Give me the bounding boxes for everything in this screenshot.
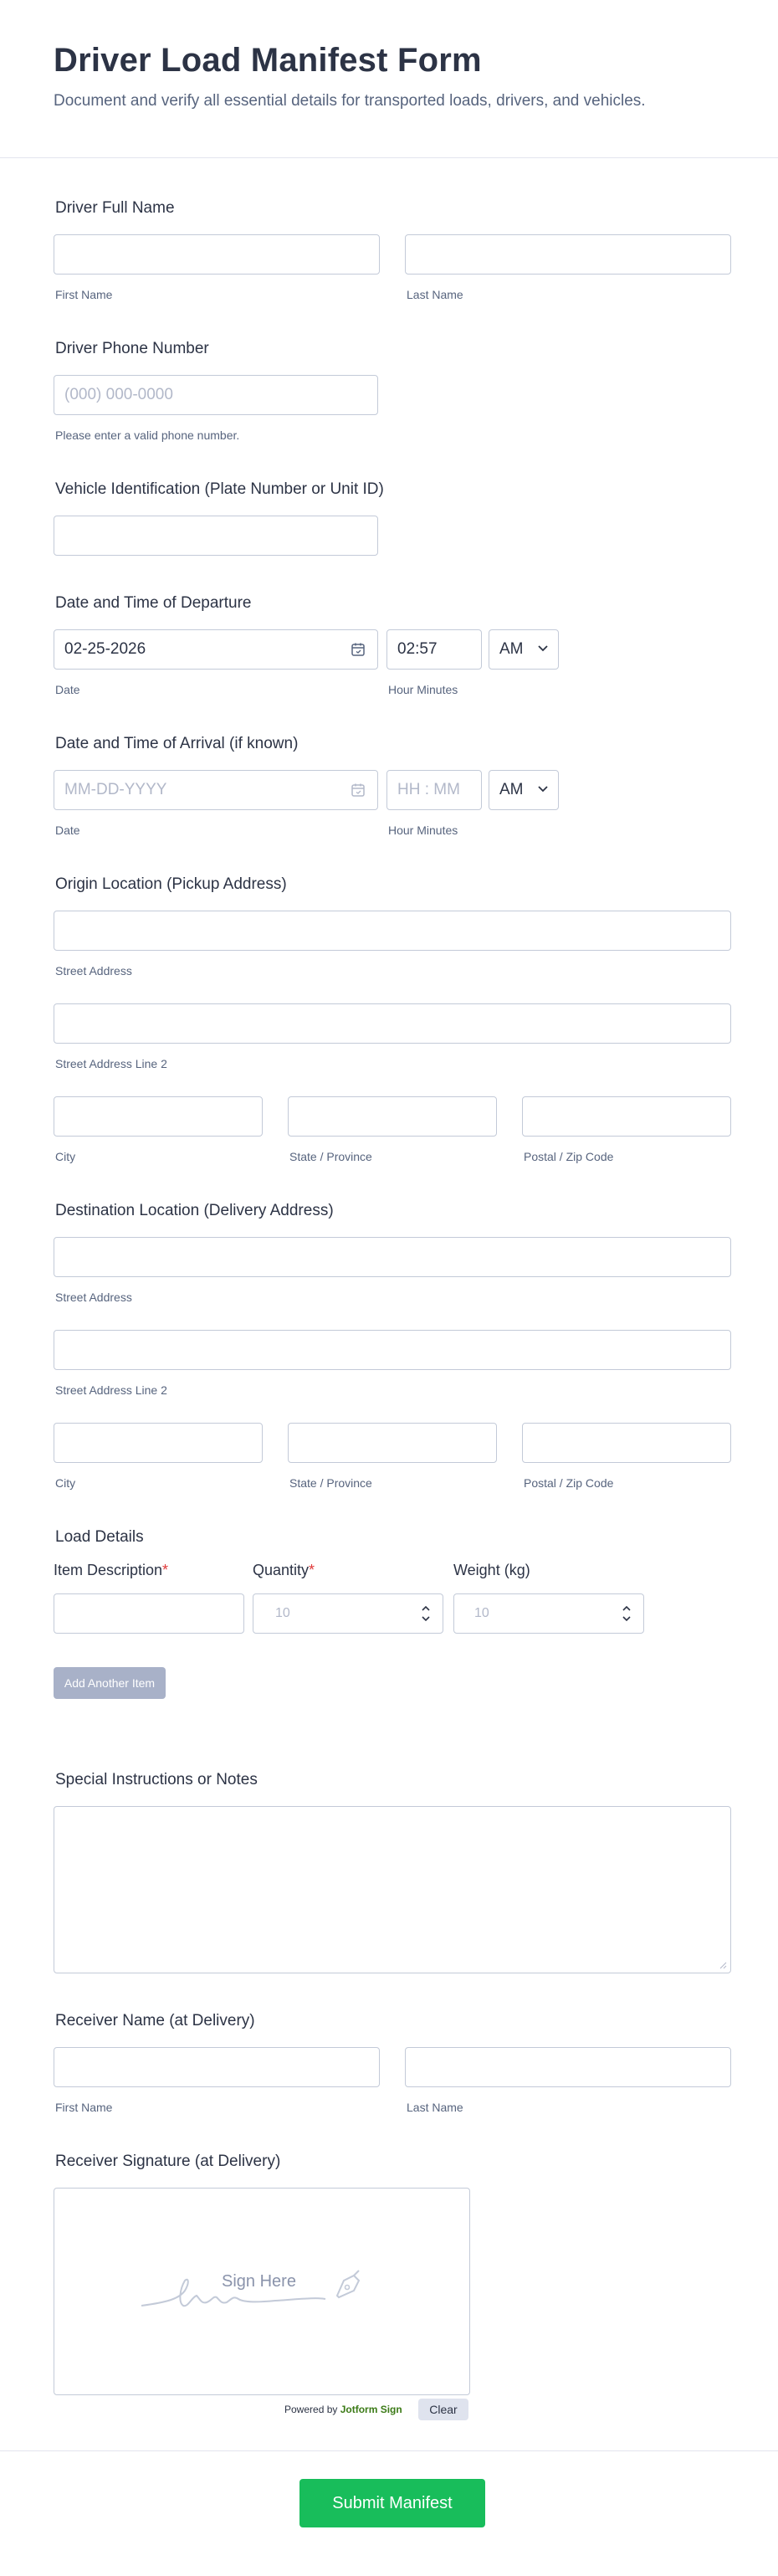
departure-date-sublabel: Date	[55, 683, 80, 696]
origin-street-sublabel: Street Address	[55, 964, 132, 978]
origin-label: Origin Location (Pickup Address)	[55, 875, 287, 893]
jotform-sign-brand: Jotform Sign	[340, 2404, 402, 2415]
destination-zip-sublabel: Postal / Zip Code	[524, 1476, 614, 1490]
departure-date-value: 02-25-2026	[64, 640, 146, 658]
receiver-last-name-sublabel: Last Name	[407, 2101, 463, 2114]
calendar-icon[interactable]	[351, 642, 366, 657]
departure-ampm-value: AM	[499, 640, 524, 658]
signature-scribble-icon	[141, 2266, 392, 2312]
driver-last-name-sublabel: Last Name	[407, 288, 463, 301]
destination-street2-sublabel: Street Address Line 2	[55, 1383, 167, 1397]
load-qty-placeholder: 10	[275, 1606, 290, 1620]
powered-by-note	[284, 2404, 402, 2415]
driver-phone-input[interactable]	[54, 375, 378, 415]
driver-name-label: Driver Full Name	[55, 199, 175, 217]
required-marker: *	[309, 1562, 315, 1578]
departure-label: Date and Time of Departure	[55, 594, 252, 612]
origin-street2-sublabel: Street Address Line 2	[55, 1057, 167, 1070]
arrival-time-sublabel: Hour Minutes	[388, 824, 458, 837]
driver-phone-placeholder: (000) 000-0000	[64, 386, 173, 403]
destination-city-input[interactable]	[54, 1423, 263, 1463]
destination-state-sublabel: State / Province	[289, 1476, 372, 1490]
receiver-first-name-input[interactable]	[54, 2047, 380, 2087]
destination-state-input[interactable]	[288, 1423, 497, 1463]
load-item-header-text: Item Description	[54, 1562, 163, 1578]
page-title: Driver Load Manifest Form	[54, 42, 482, 79]
destination-zip-input[interactable]	[522, 1423, 731, 1463]
chevron-down-icon	[538, 645, 548, 652]
stepper-arrows-icon[interactable]	[421, 1603, 431, 1624]
notes-label: Special Instructions or Notes	[55, 1771, 258, 1788]
receiver-last-name-input[interactable]	[405, 2047, 731, 2087]
powered-by-text: Powered by	[284, 2404, 338, 2415]
departure-time-input[interactable]	[386, 629, 482, 670]
arrival-ampm-select[interactable]	[489, 770, 559, 810]
arrival-time-placeholder: HH : MM	[397, 781, 460, 798]
notes-textarea[interactable]	[54, 1806, 731, 1973]
vehicle-label: Vehicle Identification (Plate Number or Unit ID)	[55, 480, 384, 498]
load-qty-input[interactable]	[253, 1593, 443, 1634]
arrival-date-sublabel: Date	[55, 824, 80, 837]
page-subtitle: Document and verify all essential details for transported loads, drivers, and vehicles.	[54, 92, 646, 110]
form-header	[0, 0, 778, 158]
origin-city-sublabel: City	[55, 1150, 76, 1163]
add-another-item-button[interactable]: Add Another Item	[54, 1667, 166, 1699]
driver-first-name-input[interactable]	[54, 234, 380, 275]
driver-phone-hint: Please enter a valid phone number.	[55, 428, 240, 442]
departure-ampm-select[interactable]	[489, 629, 559, 670]
destination-street2-input[interactable]	[54, 1330, 731, 1370]
departure-date-input[interactable]	[54, 629, 378, 670]
arrival-date-placeholder: MM-DD-YYYY	[64, 781, 167, 798]
origin-state-sublabel: State / Province	[289, 1150, 372, 1163]
arrival-time-input[interactable]	[386, 770, 482, 810]
vehicle-input[interactable]	[54, 516, 378, 556]
load-item-header	[54, 1562, 168, 1579]
origin-state-input[interactable]	[288, 1096, 497, 1137]
departure-time-value: 02:57	[397, 640, 438, 658]
load-qty-header	[253, 1562, 315, 1579]
destination-street-input[interactable]	[54, 1237, 731, 1277]
arrival-date-input[interactable]	[54, 770, 378, 810]
pen-nib-icon	[337, 2271, 359, 2297]
origin-street-input[interactable]	[54, 911, 731, 951]
stepper-arrows-icon[interactable]	[622, 1603, 632, 1624]
receiver-first-name-sublabel: First Name	[55, 2101, 113, 2114]
load-item-input[interactable]	[54, 1593, 244, 1634]
load-weight-header: Weight (kg)	[453, 1562, 530, 1578]
destination-label: Destination Location (Delivery Address)	[55, 1202, 334, 1219]
chevron-down-icon	[538, 786, 548, 793]
submit-button[interactable]: Submit Manifest	[299, 2479, 485, 2527]
origin-street2-input[interactable]	[54, 1003, 731, 1044]
signature-pad[interactable]	[54, 2188, 470, 2395]
arrival-ampm-value: AM	[499, 781, 524, 798]
signature-label: Receiver Signature (at Delivery)	[55, 2153, 281, 2170]
destination-city-sublabel: City	[55, 1476, 76, 1490]
load-qty-header-text: Quantity	[253, 1562, 310, 1578]
load-weight-input[interactable]	[453, 1593, 644, 1634]
arrival-label: Date and Time of Arrival (if known)	[55, 735, 299, 752]
origin-zip-sublabel: Postal / Zip Code	[524, 1150, 614, 1163]
load-details-label: Load Details	[55, 1528, 144, 1546]
origin-city-input[interactable]	[54, 1096, 263, 1137]
sign-here-placeholder: Sign Here	[222, 2272, 296, 2291]
driver-first-name-sublabel: First Name	[55, 288, 113, 301]
resize-handle-icon[interactable]	[719, 1961, 727, 1969]
clear-signature-button[interactable]: Clear	[418, 2399, 468, 2420]
departure-time-sublabel: Hour Minutes	[388, 683, 458, 696]
driver-last-name-input[interactable]	[405, 234, 731, 275]
calendar-icon[interactable]	[351, 783, 366, 798]
destination-street-sublabel: Street Address	[55, 1291, 132, 1304]
origin-zip-input[interactable]	[522, 1096, 731, 1137]
receiver-name-label: Receiver Name (at Delivery)	[55, 2012, 255, 2029]
required-marker: *	[162, 1562, 169, 1578]
driver-phone-label: Driver Phone Number	[55, 340, 209, 357]
load-weight-placeholder: 10	[474, 1606, 489, 1620]
